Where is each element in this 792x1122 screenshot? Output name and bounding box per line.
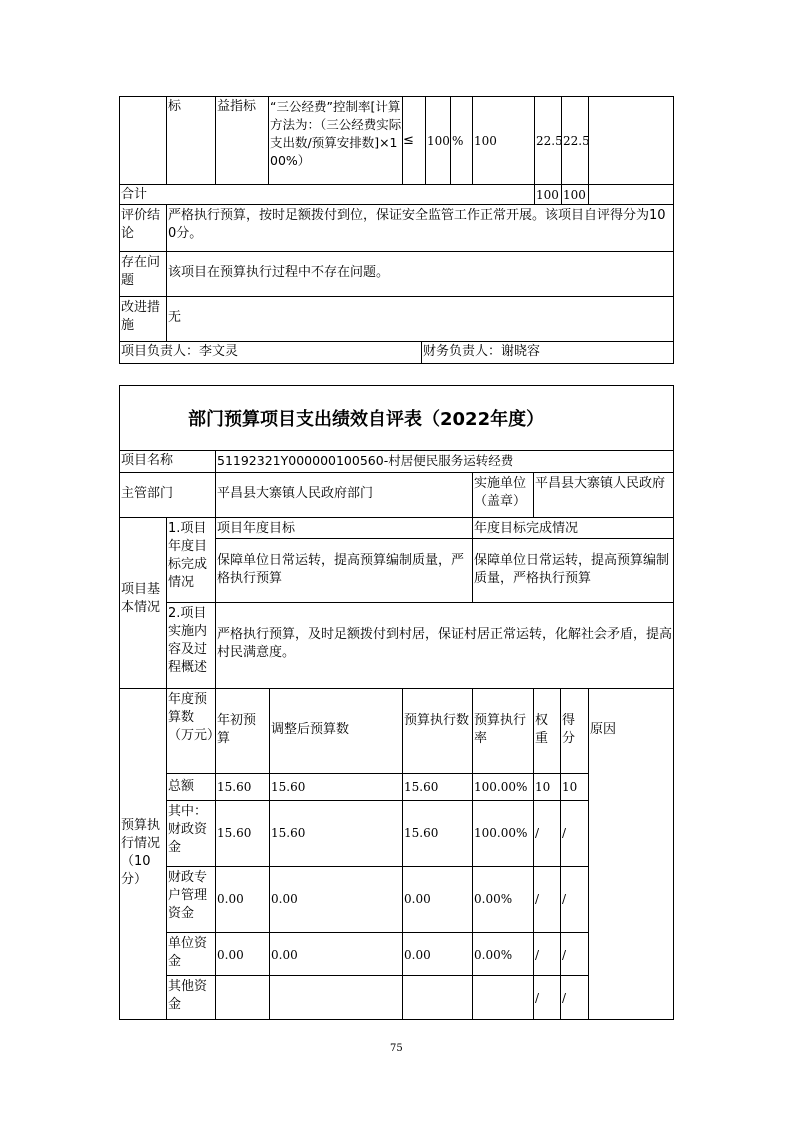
project-leader: 项目负责人：李文灵 bbox=[121, 344, 239, 359]
row-label: 其他资金 bbox=[168, 979, 208, 1012]
impl-unit-value: 平昌县大寨镇人民政府 bbox=[535, 476, 666, 491]
unit-cell: % bbox=[452, 134, 464, 148]
row-rate: 0.00% bbox=[474, 948, 513, 962]
score-cell: 22.5 bbox=[563, 134, 590, 148]
row-label: 总额 bbox=[168, 779, 195, 794]
improve-text: 无 bbox=[168, 310, 182, 325]
finance-leader: 财务负责人：谢晓容 bbox=[423, 344, 541, 359]
row-score: 10 bbox=[562, 780, 578, 794]
row-adjusted: 0.00 bbox=[271, 892, 298, 906]
row-initial: 15.60 bbox=[217, 780, 252, 794]
dept-value: 平昌县大寨镇人民政府部门 bbox=[217, 486, 374, 501]
total-label: 合计 bbox=[121, 187, 148, 202]
total-score: 100 bbox=[563, 188, 586, 202]
header-annual: 年度预算数（万元） bbox=[168, 692, 221, 743]
row-weight: / bbox=[535, 826, 540, 840]
basic-info-label: 项目基本情况 bbox=[121, 582, 161, 615]
issues-label: 存在问题 bbox=[121, 255, 161, 288]
row-rate: 0.00% bbox=[474, 892, 513, 906]
header-weight: 权重 bbox=[535, 713, 549, 746]
issues-text: 该项目在预算执行过程中不存在问题。 bbox=[168, 265, 390, 280]
row-initial: 15.60 bbox=[217, 826, 252, 840]
header-reason: 原因 bbox=[590, 722, 617, 737]
row-score: / bbox=[562, 991, 567, 1005]
row-executed: 15.60 bbox=[404, 780, 439, 794]
row-score: / bbox=[562, 892, 567, 906]
row-executed: 0.00 bbox=[404, 948, 431, 962]
goal-completion-label: 1.项目年度目标完成情况 bbox=[168, 521, 208, 590]
row-executed: 15.60 bbox=[404, 826, 439, 840]
row-rate: 100.00% bbox=[474, 826, 528, 840]
improve-label: 改进措施 bbox=[121, 300, 161, 333]
impl-unit-label: 实施单位（盖章） bbox=[474, 476, 527, 509]
goal-header: 项目年度目标 bbox=[217, 521, 296, 536]
operator-cell: ≤ bbox=[403, 133, 414, 148]
eval-text: 严格执行预算，按时足额拨付到位，保证安全监管工作正常开展。该项目自评得分为100分。 bbox=[168, 208, 666, 241]
impl-desc-label: 2.项目实施内容及过程概述 bbox=[168, 606, 208, 675]
row-weight: 10 bbox=[535, 780, 551, 794]
row-subcategory-cell: 益指标 bbox=[217, 99, 257, 114]
header-score: 得分 bbox=[562, 713, 576, 746]
indicator-cell: “三公经费”控制率[计算方法为：（三公经费实际支出数/预算安排数]×100%） bbox=[270, 99, 402, 168]
goal-done-header: 年度目标完成情况 bbox=[474, 521, 579, 536]
row-label: 其中：财政资金 bbox=[168, 804, 208, 855]
row-score: / bbox=[562, 948, 567, 962]
page-number: 75 bbox=[390, 1043, 403, 1054]
impl-desc-text: 严格执行预算，及时足额拨付到村居，保证村居正常运转，化解社会矛盾，提高村民满意度。 bbox=[217, 627, 673, 660]
header-adjusted: 调整后预算数 bbox=[271, 722, 350, 737]
target-cell: 100 bbox=[427, 134, 450, 148]
row-weight: / bbox=[535, 991, 540, 1005]
row-adjusted: 15.60 bbox=[271, 780, 306, 794]
row-weight: / bbox=[535, 892, 540, 906]
row-rate: 100.00% bbox=[474, 780, 528, 794]
weight-cell: 22.5 bbox=[536, 134, 563, 148]
row-label: 财政专户管理资金 bbox=[168, 870, 208, 921]
row-category-cell: 标 bbox=[168, 99, 182, 114]
row-score: / bbox=[562, 826, 567, 840]
goal-done-text: 保障单位日常运转，提高预算编制质量，严格执行预算 bbox=[474, 553, 670, 586]
row-initial: 0.00 bbox=[217, 948, 244, 962]
header-executed: 预算执行数 bbox=[404, 713, 470, 728]
budget-exec-label: 预算执行情况（10分） bbox=[121, 818, 161, 887]
row-adjusted: 0.00 bbox=[271, 948, 298, 962]
row-executed: 0.00 bbox=[404, 892, 431, 906]
header-rate: 预算执行率 bbox=[474, 713, 527, 746]
dept-label: 主管部门 bbox=[121, 486, 174, 501]
actual-cell: 100 bbox=[474, 134, 497, 148]
project-name-value: 51192321Y000000100560-村居便民服务运转经费 bbox=[217, 453, 514, 468]
project-name-label: 项目名称 bbox=[121, 453, 174, 468]
eval-label: 评价结论 bbox=[121, 208, 161, 241]
header-initial: 年初预算 bbox=[217, 713, 257, 746]
row-label: 单位资金 bbox=[168, 936, 208, 969]
goal-text: 保障单位日常运转，提高预算编制质量，严格执行预算 bbox=[217, 553, 465, 586]
row-initial: 0.00 bbox=[217, 892, 244, 906]
total-weight: 100 bbox=[536, 188, 559, 202]
form-title: 部门预算项目支出绩效自评表（2022年度） bbox=[188, 409, 545, 430]
row-adjusted: 15.60 bbox=[271, 826, 306, 840]
row-weight: / bbox=[535, 948, 540, 962]
